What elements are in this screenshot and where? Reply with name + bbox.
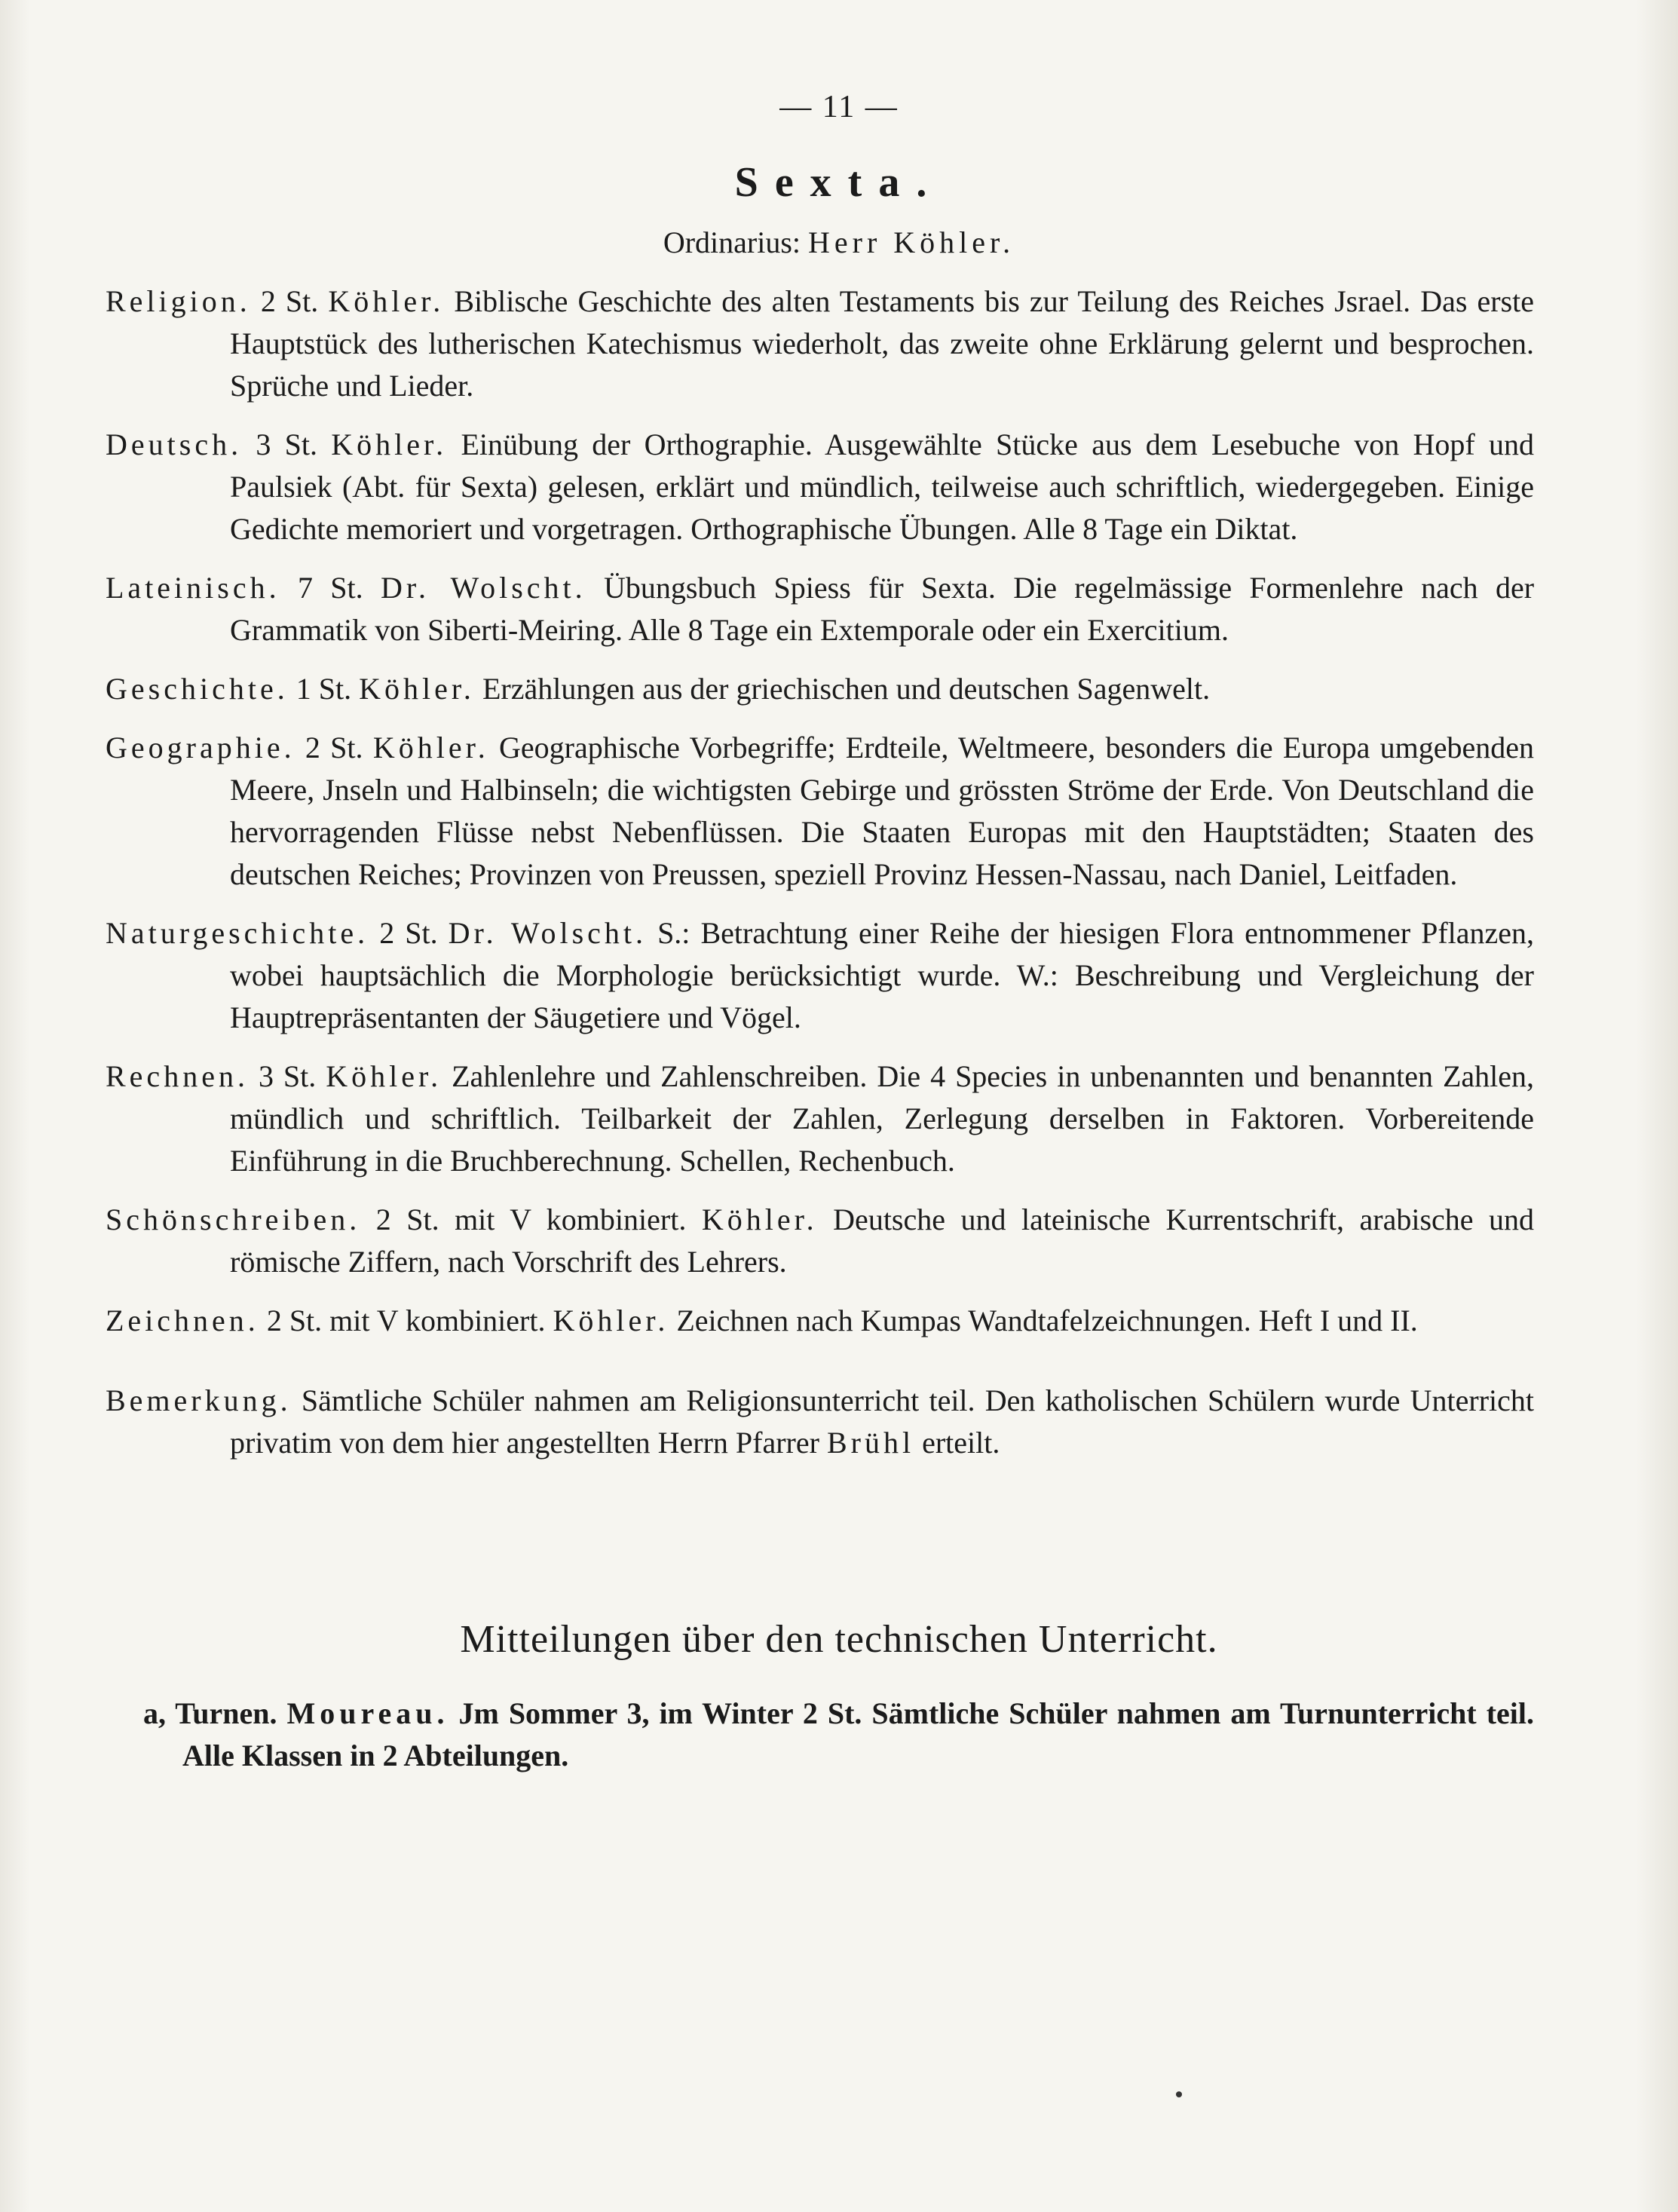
subject-description: Zeichnen nach Kumpas Wandtafelzeichnungen. Heft I und II. <box>676 1304 1418 1337</box>
remark-label: Bemerkung. <box>106 1383 292 1417</box>
entry-lateinisch <box>106 567 1534 651</box>
subject-hours: 2 St. <box>260 284 319 318</box>
subject-hours: 2 St. <box>379 916 438 950</box>
subject-entries <box>106 280 1534 1481</box>
subject-name: Geschichte. <box>106 672 289 706</box>
subject-description: Einübung der Orthographie. Ausgewählte Stücke aus dem Lesebuche von Hopf und Paulsiek (Abt. für Sexta) gelesen, erklärt und mündlich, teilweise auch schriftlich, wiedergegeben. Einige Gedichte memoriert und vorgetragen. Orthographische Übungen. Alle 8 Tage ein Diktat. <box>230 427 1535 546</box>
subject-name: Rechnen. <box>106 1059 249 1093</box>
entry-schoenschreiben <box>106 1199 1534 1283</box>
entry-naturgeschichte <box>106 912 1534 1039</box>
technical-heading: Mitteilungen über den technischen Unterricht. <box>460 1618 1218 1661</box>
entry-religion <box>106 280 1534 407</box>
technical-teacher: Moureau. <box>286 1696 449 1730</box>
subject-description: Geographische Vorbegriffe; Erdteile, Weltmeere, besonders die Europa umgebenden Meere, Jnseln und Halbinseln; die wichtigsten Gebirge und grössten Ströme der Erde. Von Deutschland die hervorragenden Flüsse nebst Nebenflüssen. Die Staaten Europas mit den Hauptstädten; Staaten des deutschen Reiches; Provinzen von Preussen, speziell Provinz Hessen-Nassau, nach Daniel, Leitfaden. <box>230 731 1535 891</box>
subject-name: Religion. <box>106 284 251 318</box>
remark-name: Brühl <box>826 1426 915 1460</box>
ordinarius-name: Herr Köhler. <box>808 225 1015 259</box>
subject-name: Geographie. <box>106 731 295 764</box>
subject-hours: 2 St. mit V kombiniert. <box>266 1304 546 1337</box>
subject-teacher: Köhler. <box>359 672 475 706</box>
print-speck <box>1176 2091 1182 2097</box>
remark-entry <box>106 1380 1534 1464</box>
ordinarius-label: Ordinarius: <box>663 225 801 259</box>
page-number: — 11 — <box>779 90 899 124</box>
subject-teacher: Köhler. <box>331 427 448 461</box>
subject-name: Zeichnen. <box>106 1304 259 1337</box>
subject-name: Schönschreiben. <box>106 1203 361 1236</box>
subject-teacher: Köhler. <box>701 1203 818 1236</box>
remark-text-before: Sämtliche Schüler nahmen am Religionsunterricht teil. Den katholischen Schülern wurde Unterricht privatim von dem hier angestellten Herrn Pfarrer <box>230 1383 1535 1460</box>
subject-hours: 7 St. <box>297 571 363 605</box>
ordinarius-line <box>0 225 1678 260</box>
subject-name: Deutsch. <box>106 427 243 461</box>
technical-label: a, Turnen. <box>143 1696 277 1730</box>
subject-name: Naturgeschichte. <box>106 916 369 950</box>
subject-hours: 2 St. <box>305 731 363 764</box>
entry-rechnen <box>106 1055 1534 1182</box>
subject-hours: 3 St. <box>258 1059 317 1093</box>
subject-description: Zahlenlehre und Zahlenschreiben. Die 4 Species in unbenannten und benannten Zahlen, mündlich und schriftlich. Teilbarkeit der Zahlen, Zerlegung derselben in Faktoren. Vorbereitende Einführung in die Bruchberechnung. Schellen, Rechenbuch. <box>230 1059 1535 1178</box>
subject-hours: 2 St. mit V kombiniert. <box>375 1203 687 1236</box>
subject-description: Deutsche und lateinische Kurrentschrift, arabische und römische Ziffern, nach Vorschrift des Lehrers. <box>230 1203 1535 1279</box>
subject-teacher: Köhler. <box>326 1059 442 1093</box>
technical-entries <box>143 1693 1534 1794</box>
subject-teacher: Dr. Wolscht. <box>380 571 586 605</box>
subject-hours: 3 St. <box>256 427 317 461</box>
remark-text-after: erteilt. <box>922 1426 1000 1460</box>
entry-geschichte <box>106 668 1534 710</box>
subject-teacher: Köhler. <box>372 731 489 764</box>
subject-teacher: Dr. Wolscht. <box>448 916 648 950</box>
subject-teacher: Köhler. <box>553 1304 669 1337</box>
entry-geographie <box>106 727 1534 896</box>
subject-description: Biblische Geschichte des alten Testaments bis zur Teilung des Reiches Jsrael. Das erste Hauptstück des lutherischen Katechismus wiederholt, das zweite ohne Erklärung gelernt und besprochen. Sprüche und Lieder. <box>230 284 1535 403</box>
subject-teacher: Köhler. <box>328 284 445 318</box>
technical-description: Jm Sommer 3, im Winter 2 St. Sämtliche Schüler nahmen am Turnunterricht teil. Alle Klassen in 2 Abteilungen. <box>182 1696 1535 1772</box>
entry-zeichnen <box>106 1300 1534 1342</box>
entry-deutsch <box>106 424 1534 550</box>
subject-description: Übungsbuch Spiess für Sexta. Die regelmässige Formenlehre nach der Grammatik von Siberti-Meiring. Alle 8 Tage ein Extemporale oder ein Exercitium. <box>230 571 1535 647</box>
subject-description: Erzählungen aus der griechischen und deutschen Sagenwelt. <box>482 672 1211 706</box>
subject-hours: 1 St. <box>295 672 352 706</box>
subject-name: Lateinisch. <box>106 571 280 605</box>
entry-turnen <box>143 1693 1534 1777</box>
subject-description: S.: Betrachtung einer Reihe der hiesigen Flora entnommener Pflanzen, wobei hauptsächlich die Morphologie berücksichtigt wurde. W.: Beschreibung und Vergleichung der Hauptrepräsentanten der Säugetiere und Vögel. <box>230 916 1535 1034</box>
section-title: Sexta. <box>734 159 944 206</box>
